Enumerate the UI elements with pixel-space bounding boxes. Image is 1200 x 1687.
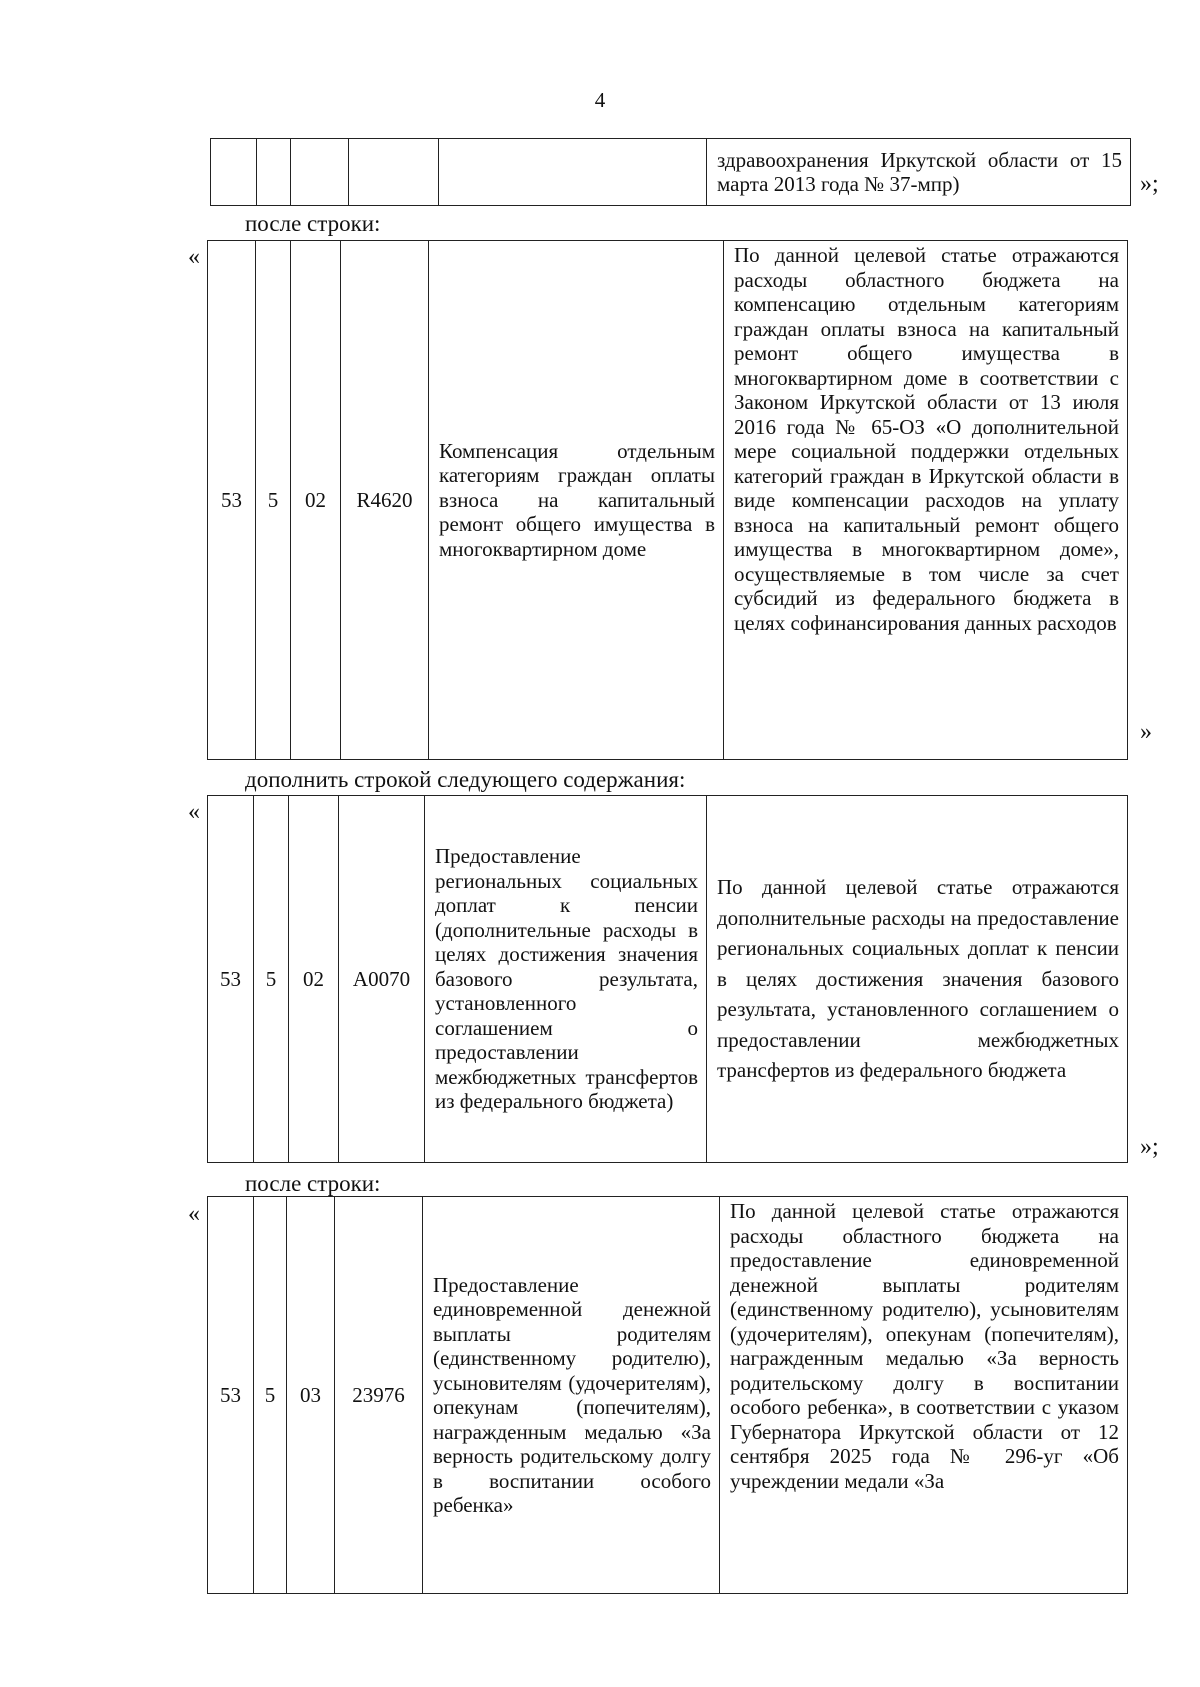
closing-quote: »; [1140,171,1159,197]
cell-code-2: 5 [256,241,291,760]
cell-empty [211,139,257,206]
cell-code-1: 53 [208,241,256,760]
table-row [211,139,1131,206]
cell-description: здравоохранения Иркутской области от 15 марта 2013 года № 37-мпр) [707,139,1131,206]
table-row [208,241,1128,760]
section-label: дополнить строкой следующего содержания: [245,767,686,792]
cell-empty [349,139,439,206]
cell-empty [257,139,291,206]
cell-code-2: 5 [254,796,289,1163]
cell-description: По данной целевой статье отражаются расходы областного бюджета на предоставление единовременной денежной выплаты родителям (единственному родителю), усыновителям (удочерителям), опекунам (попечителям), награжденным медалью «За верность родительскому долгу в воспитании особого ребенка», в соответствии с указом Губернатора Иркутской области от 12 сентября 2025 года № 296-уг «Об учреждении медали «За [720,1197,1128,1594]
opening-quote: « [188,244,200,270]
table-fragment-previous [210,138,1131,206]
closing-quote: »; [1140,1134,1159,1160]
cell-name: Предоставление региональных социальных доплат к пенсии (дополнительные расходы в целях достижения значения базового результата, установленного соглашением о предоставлении межбюджетных трансфертов из федерального бюджета) [425,796,707,1163]
cell-description: По данной целевой статье отражаются дополнительные расходы на предоставление региональных социальных доплат к пенсии в целях достижения значения базового результата, установленного соглашением о предоставлении межбюджетных трансфертов из федерального бюджета [707,796,1128,1163]
cell-description: По данной целевой статье отражаются расходы областного бюджета на компенсацию отдельным категориям граждан оплаты взноса на капитальный ремонт общего имущества в многоквартирном доме в соответствии с Законом Иркутской области от 13 июля 2016 года № 65-ОЗ «О дополнительной мере социальной поддержки отдельных категорий граждан в Иркутской области в виде компенсации расходов на уплату взноса на капитальный ремонт общего имущества в многоквартирном доме», осуществляемые в том числе за счет субсидий из федерального бюджета в целях софинансирования данных расходов [724,241,1128,760]
cell-code-1: 53 [208,1197,254,1594]
table-row-block-23976 [207,1196,1128,1594]
table-row [208,1197,1128,1594]
table-row-block-a0070 [207,795,1128,1163]
section-label: после строки: [245,1171,381,1196]
opening-quote: « [188,799,200,825]
cell-code-1: 53 [208,796,254,1163]
cell-empty [439,139,707,206]
table-row [208,796,1128,1163]
cell-code-4: R4620 [341,241,429,760]
cell-name: Компенсация отдельным категориям граждан оплаты взноса на капитальный ремонт общего имущества в многоквартирном доме [429,241,724,760]
cell-code-3: 02 [291,241,341,760]
cell-empty [291,139,349,206]
cell-name: Предоставление единовременной денежной выплаты родителям (единственному родителю), усыновителям (удочерителям), опекунам (попечителям), награжденным медалью «За верность родительскому долгу в воспитании особого ребенка» [423,1197,720,1594]
cell-code-4: 23976 [335,1197,423,1594]
opening-quote: « [188,1201,200,1227]
cell-code-2: 5 [254,1197,287,1594]
cell-code-3: 03 [287,1197,335,1594]
table-row-block-r4620 [207,240,1128,760]
page-number: 4 [594,88,606,112]
section-label: после строки: [245,211,381,236]
closing-quote: » [1140,719,1152,745]
cell-code-3: 02 [289,796,339,1163]
cell-code-4: A0070 [339,796,425,1163]
